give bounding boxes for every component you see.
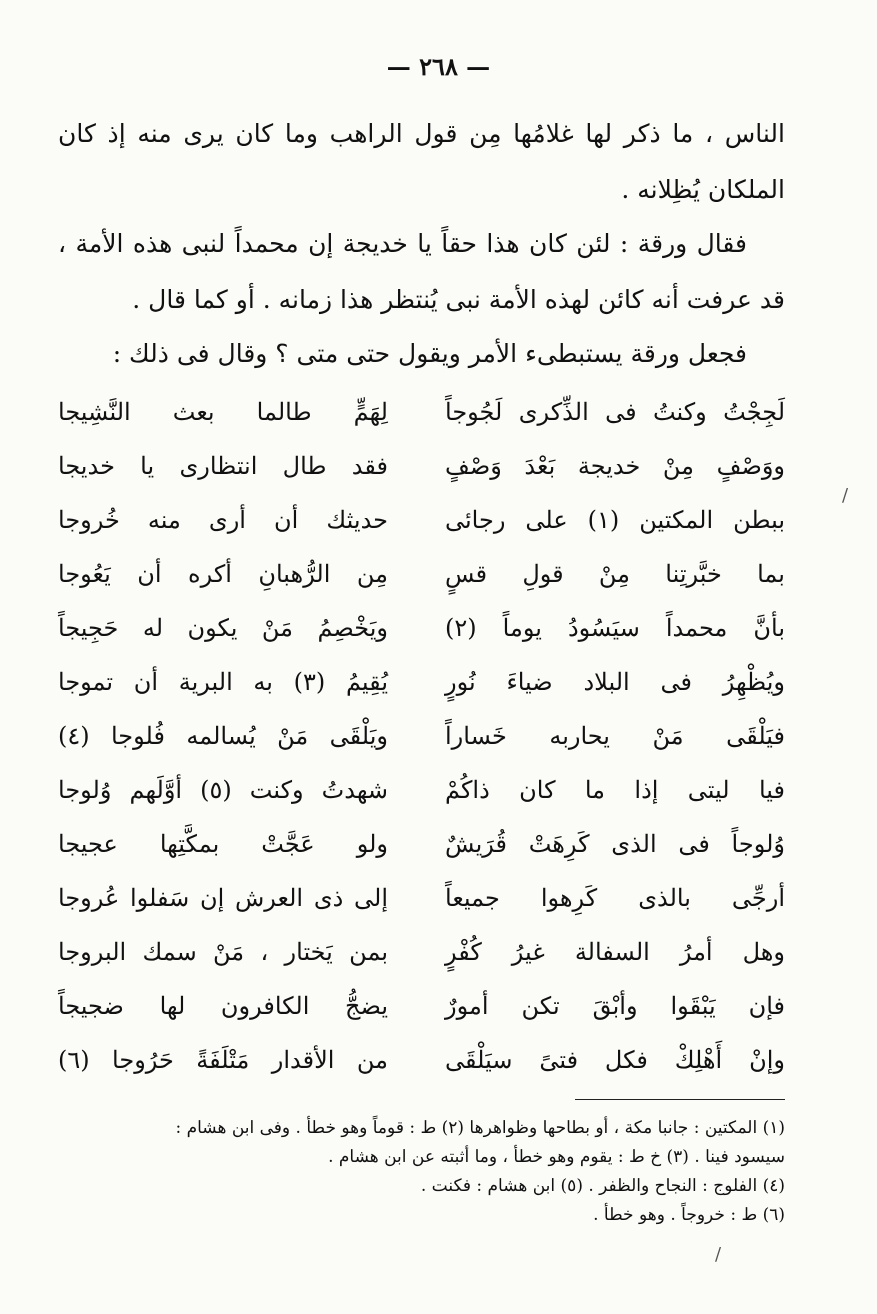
second-hemistich: ولو عَجَّتْ بمكَّتِها عجيجا bbox=[58, 830, 388, 858]
verse-line bbox=[58, 817, 785, 871]
paragraph-text: فجعل ورقة يستبطىء الأمر ويقول حتى متى ؟ وقال فى ذلك : bbox=[112, 339, 747, 368]
paragraph-3 bbox=[58, 326, 785, 382]
first-hemistich: ووَصْفٍ مِنْ خديجة بَعْدَ وَصْفٍ bbox=[445, 452, 785, 480]
second-hemistich: مِن الرُّهبانِ أكره أن يَعُوجا bbox=[58, 560, 388, 588]
second-hemistich: من الأقدار مَتْلَفَةً حَرُوجا (٦) bbox=[58, 1046, 388, 1074]
verse-line bbox=[58, 601, 785, 655]
second-hemistich: يضجُّ الكافرون لها ضجيجاً bbox=[58, 992, 388, 1020]
first-hemistich: أرجِّى بالذى كَرِهوا جميعاً bbox=[445, 884, 785, 912]
second-hemistich: إلى ذى العرش إن سَفلوا عُروجا bbox=[58, 884, 388, 912]
first-hemistich: بما خبَّرتِنا مِنْ قولِ قسٍ bbox=[445, 560, 785, 588]
verse-line bbox=[58, 871, 785, 925]
verse-line bbox=[58, 925, 785, 979]
second-hemistich: فقد طال انتظارى يا خديجا bbox=[58, 452, 388, 480]
paragraph-text: فقال ورقة : لئن كان هذا حقاً يا خديجة إن محمداً لنبى هذه الأمة ، قد عرفت أنه كائن لهذه الأمة نبى يُنتظر هذا زمانه . أو كما قال . bbox=[58, 229, 785, 314]
first-hemistich: فيَلْقَى مَنْ يحاربه خَساراً bbox=[445, 722, 785, 750]
verse-line bbox=[58, 1033, 785, 1087]
second-hemistich: حديثك أن أرى منه خُروجا bbox=[58, 506, 388, 534]
footnote-line: (٦) ط : خروجاً . وهو خطأ . bbox=[593, 1205, 785, 1225]
second-hemistich: ويَلْقَى مَنْ يُسالمه فُلوجا (٤) bbox=[58, 722, 388, 750]
paragraph-text: الناس ، ما ذكر لها غلامُها مِن قول الراهب وما كان يرى منه إذ كان الملكان يُظِلانه . bbox=[58, 119, 785, 204]
second-hemistich: ويَخْصِمُ مَنْ يكون له حَجِيجاً bbox=[58, 614, 388, 642]
verse-line bbox=[58, 493, 785, 547]
verse-line bbox=[58, 547, 785, 601]
paragraph-2 bbox=[58, 216, 785, 328]
second-hemistich: لِهَمٍّ طالما بعث النَّشِيجا bbox=[58, 398, 388, 426]
footnote-line: (٤) الفلوج : النجاح والظفر . (٥) ابن هشام : فكنت . bbox=[420, 1176, 785, 1196]
footnote-divider bbox=[575, 1099, 785, 1100]
verse-line bbox=[58, 979, 785, 1033]
first-hemistich: ويُظْهِرُ فى البلاد ضياءَ نُورٍ bbox=[445, 668, 785, 696]
page-number: — ٢٦٨ — bbox=[386, 52, 491, 81]
second-hemistich: بمن يَختار ، مَنْ سمك البروجا bbox=[58, 938, 388, 966]
first-hemistich: وُلوجاً فى الذى كَرِهَتْ قُرَيشٌ bbox=[445, 830, 785, 858]
poem bbox=[58, 385, 785, 1087]
footnote-line: (١) المكتين : جانبا مكة ، أو بطاحها وظواهرها (٢) ط : قوماً وهو خطأ . وفى ابن هشام : bbox=[175, 1118, 785, 1138]
verse-line bbox=[58, 763, 785, 817]
verse-line bbox=[58, 439, 785, 493]
first-hemistich: وإنْ أَهْلِكْ فكل فتىً سيَلْقَى bbox=[445, 1046, 785, 1074]
margin-mark: / bbox=[842, 485, 849, 506]
verse-line bbox=[58, 655, 785, 709]
first-hemistich: بأنَّ محمداً سيَسُودُ يوماً (٢) bbox=[445, 614, 785, 642]
first-hemistich: ببطن المكتين (١) على رجائى bbox=[445, 506, 785, 534]
first-hemistich: فيا ليتى إذا ما كان ذاكُمْ bbox=[445, 776, 785, 804]
first-hemistich: فإن يَبْقَوا وأبْقَ تكن أمورٌ bbox=[445, 992, 785, 1020]
paragraph-1 bbox=[58, 106, 785, 218]
margin-mark: / bbox=[715, 1244, 722, 1265]
first-hemistich: وهل أمرُ السفالة غيرُ كُفْرٍ bbox=[445, 938, 785, 966]
verse-line bbox=[58, 385, 785, 439]
footnotes bbox=[40, 1114, 785, 1230]
footnote-line: سيسود فينا . (٣) خ ط : يقوم وهو خطأ ، وما أثبته عن ابن هشام . bbox=[328, 1147, 785, 1167]
second-hemistich: شهدتُ وكنت (٥) أوَّلَهم وُلوجا bbox=[58, 776, 388, 804]
second-hemistich: يُقِيمُ (٣) به البرية أن تموجا bbox=[58, 668, 388, 696]
verse-line bbox=[58, 709, 785, 763]
first-hemistich: لَجِجْتُ وكنتُ فى الذِّكرى لَجُوجاً bbox=[445, 398, 785, 426]
